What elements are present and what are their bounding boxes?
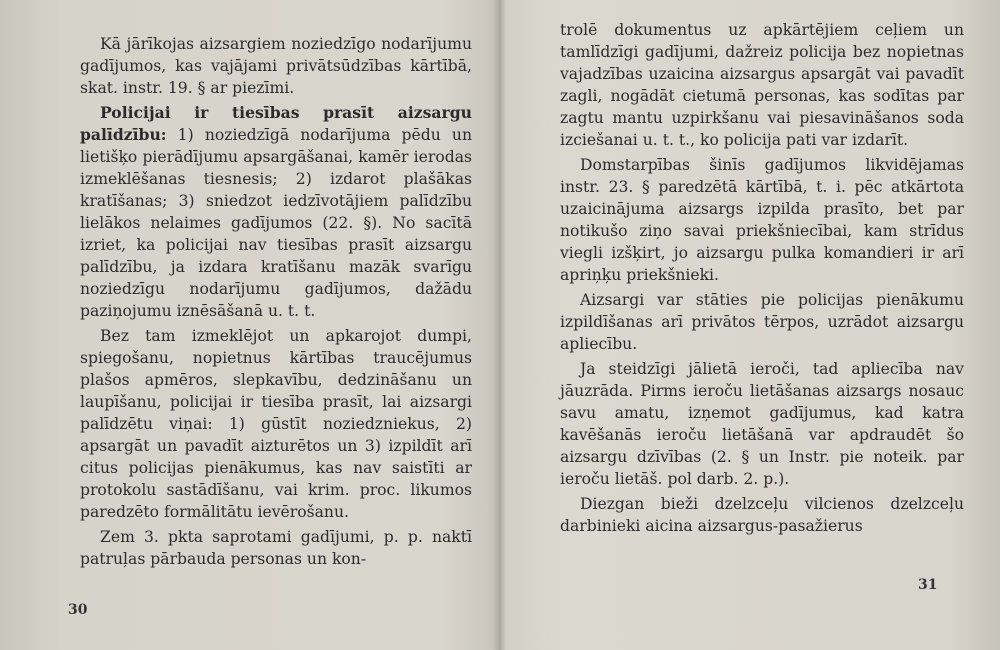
paragraph-rest: 1) noziedzīgā nodarījuma pēdu un lietišķo pierādījumu apsargāšanai, kamēr ierodas izmeklēšanas tiesnesis; 2) izdarot plašākas kratīšanas; 3) sniedzot iedzīvotājiem palīdzību lielākos nelaimes gadījumos (22. §). No sacītā izriet, ka policijai nav tiesības prasīt aizsargu palīdzību, ja izdara kratīšanu mazāk svarīgu noziedzīgu nodarījumu gadījumos, dažādu paziņojumu iznēsāšanā u. t. t.	[80, 126, 472, 320]
paragraph: Aizsargi var stāties pie policijas pienākumu izpildīšanas arī privātos tērpos, uzrādot aizsargu apliecību.	[560, 291, 964, 353]
paragraph: Domstarpības šinīs gadījumos likvidējamas instr. 23. § paredzētā kārtībā, t. i. pēc atkārtota uzaicinājuma aizsargs izpilda prasīto, bet par notikušo ziņo savai priekšniecībai, kam strīdus viegli izšķirt, jo aizsargu pulka komandieri ir arī apriņķu priekšnieki.	[560, 156, 964, 284]
page-number: 31	[918, 577, 938, 593]
paragraph: Ja steidzīgi jālietā ieroči, tad apliecība nav jāuzrāda. Pirms ieroču lietāšanas aizsargs nosauc savu amatu, izņemot gadījumus, kad katra kavēšanās ieroču lietāšanā var apdraudēt šo aizsargu dzīvības (2. § un Instr. pie noteik. par ieroču lietāš. pol darb. 2. p.).	[560, 360, 964, 488]
paragraph: Diezgan bieži dzelzceļu vilcienos dzelzceļu darbinieki aicina aizsargus-pasažierus	[560, 495, 964, 535]
left-page	[0, 0, 496, 650]
page-number: 30	[68, 602, 88, 618]
paragraph: Bez tam izmeklējot un apkarojot dumpi, spiegošanu, nopietnus kārtības traucējumus plašos apmēros, slepkavību, dedzināšanu un laupīšanu, policijai ir tiesība prasīt, lai aizsargi palīdzētu viņai: 1) gūstīt noziedzniekus, 2) apsargāt un pavadīt aizturētos un 3) izpildīt arī citus policijas pienākumus, kas nav saistīti ar protokolu sastādīšanu, vai krim. proc. likumos paredzēto formālitātu ievērošanu.	[80, 327, 472, 521]
paragraph: trolē dokumentus uz apkārtējiem ceļiem un tamlīdzīgi gadījumi, dažreiz policija bez nopietnas vajadzības uzaicina aizsargus apsargāt vai pavadīt zagli, nogādāt cietumā personas, kas sodītas par zagtu mantu uzpirkšanu vai piesavināšanos soda izciešanai u. t. t., ko policija pati var izdarīt.	[560, 21, 964, 149]
bold-lead: Policijai ir tiesības prasīt aizsargu palīdzību:	[80, 103, 472, 144]
paragraph: Zem 3. pkta saprotami gadījumi, p. p. naktī patruļas pārbauda personas un kon-	[80, 528, 472, 568]
right-page-text	[560, 19, 964, 537]
right-page	[504, 0, 1000, 650]
left-page-text	[80, 33, 472, 570]
paragraph: Kā jārīkojas aizsargiem noziedzīgo nodarījumu gadījumos, kas vajājami privātsūdzības kārtībā, skat. instr. 19. § ar piezīmi.	[80, 35, 472, 97]
paragraph-bold-lead	[80, 102, 472, 322]
